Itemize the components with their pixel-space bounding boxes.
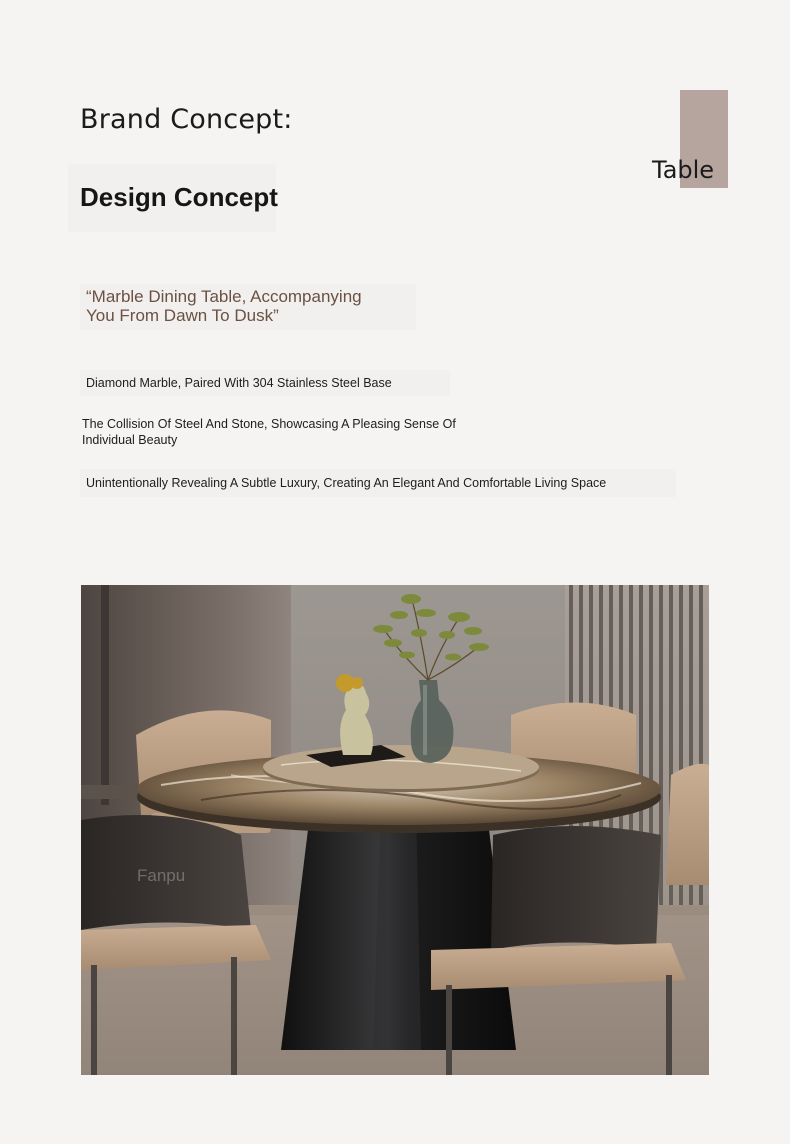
quote-line-1: “Marble Dining Table, Accompanying xyxy=(86,287,362,306)
photo-watermark: Fanpu xyxy=(137,866,186,885)
description-line-3: Unintentionally Revealing A Subtle Luxury, Creating An Elegant And Comfortable Living Space xyxy=(86,476,607,490)
brand-concept-title: Brand Concept: xyxy=(80,104,293,135)
side-tag-label: Table xyxy=(652,156,715,184)
quote-text xyxy=(86,287,416,325)
design-concept-title: Design Concept xyxy=(80,182,278,212)
dining-table-photo xyxy=(81,585,709,1075)
description-line-2: The Collision Of Steel And Stone, Showcasing A Pleasing Sense Of Individual Beauty xyxy=(82,417,456,447)
description-line-1: Diamond Marble, Paired With 304 Stainless Steel Base xyxy=(86,376,392,390)
quote-line-2: You From Dawn To Dusk” xyxy=(86,306,279,325)
